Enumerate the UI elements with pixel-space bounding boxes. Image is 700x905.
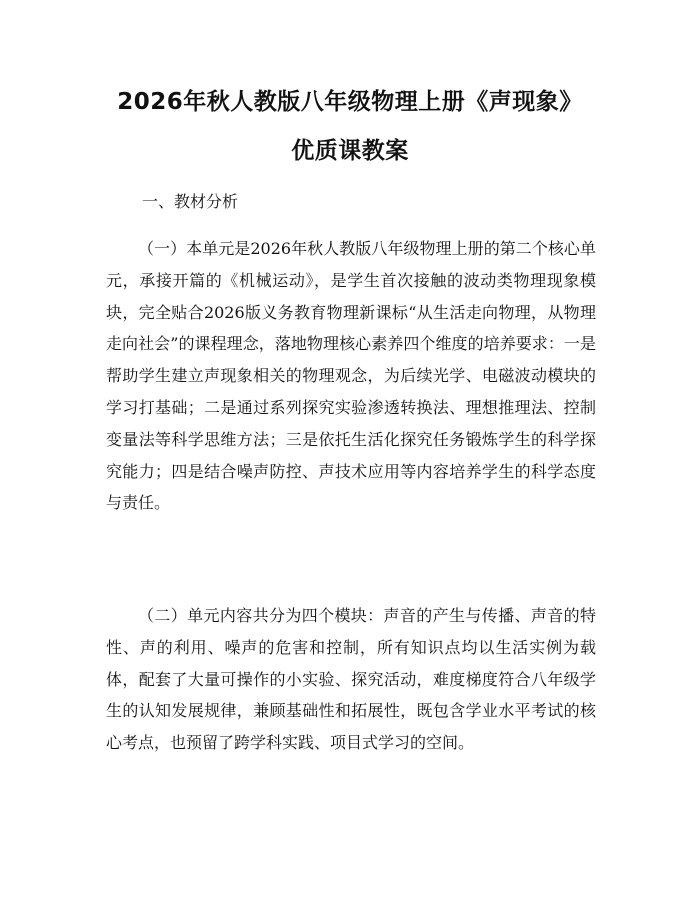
section-heading: 一、教材分析 (142, 192, 239, 211)
document-title-line-2: 优质课教案 (291, 138, 409, 164)
document-title-line-1: 2026年秋人教版八年级物理上册《声现象》 (117, 89, 583, 115)
paragraph-1: （一）本单元是2026年秋人教版八年级物理上册的第二个核心单元，承接开篇的《机械运动》，是学生首次接触的波动类物理现象模块，完全贴合2026版义务教育物理新课标“从生活走向物理，从物理走向社会”的课程理念，落地物理核心素养四个维度的培养要求：一是帮助学生建立声现象相关的物理观念，为后续光学、电磁波动模块的学习打基础；二是通过系列探究实验渗透转换法、理想推理法、控制变量法等科学思维方法；三是依托生活化探究任务锻炼学生的科学探究能力；四是结合噪声防控、声技术应用等内容培养学生的科学态度与责任。 (106, 239, 596, 513)
paragraph-2: （二）单元内容共分为四个模块：声音的产生与传播、声音的特性、声的利用、噪声的危害和控制，所有知识点均以生活实例为载体，配套了大量可操作的小实验、探究活动，难度梯度符合八年级学生的认知发展规律，兼顾基础性和拓展性，既包含学业水平考试的核心考点，也预留了跨学科实践、项目式学习的空间。 (106, 606, 596, 753)
